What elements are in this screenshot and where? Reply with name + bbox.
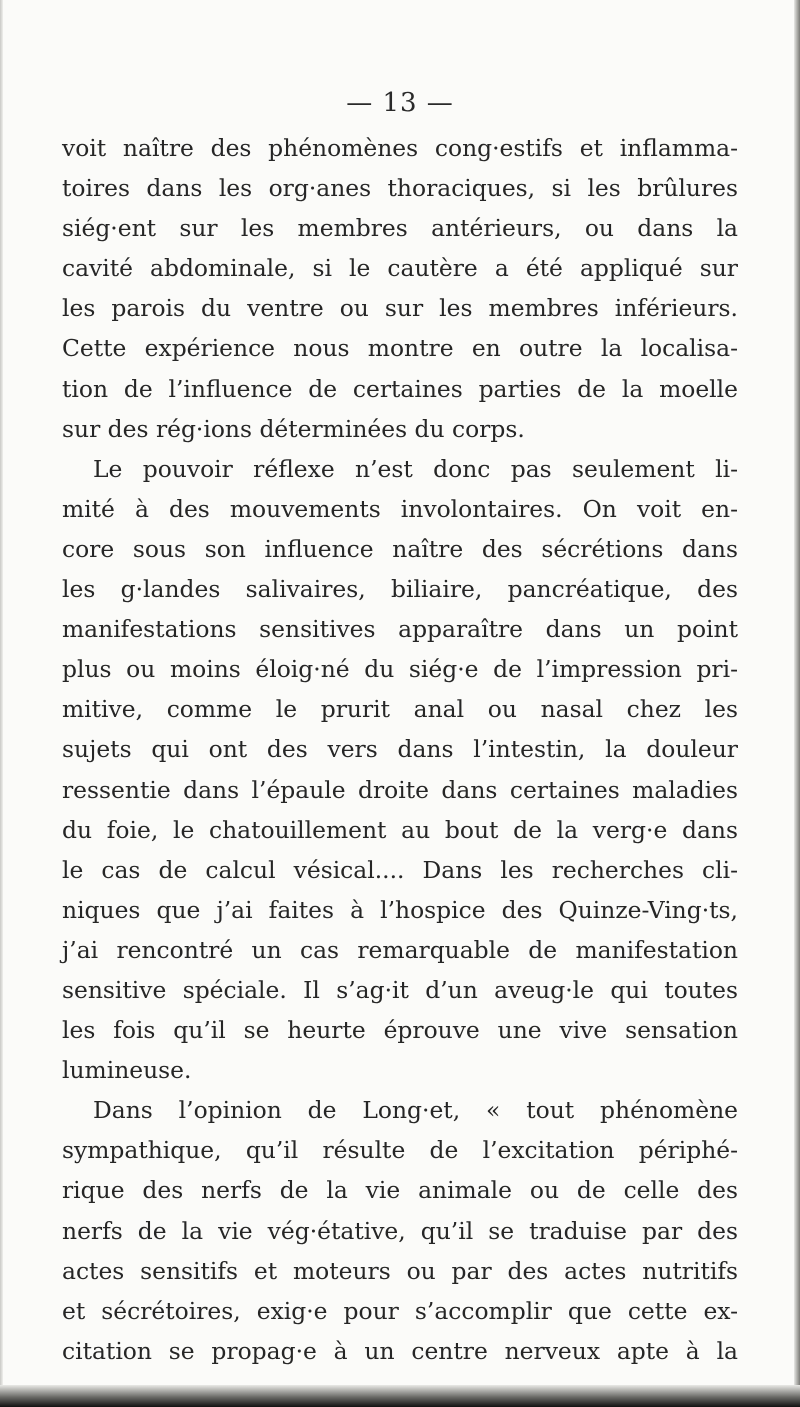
text-line: mité à des mouvements involontaires. On voit en- xyxy=(62,494,738,523)
page-right-edge xyxy=(794,0,800,1407)
text-line: voit naître des phénomènes cong·estifs et inflamma- xyxy=(62,134,738,162)
text-line: Le pouvoir réflexe n’est donc pas seulement li- xyxy=(93,454,738,483)
text-line: j’ai rencontré un cas remarquable de manifestation xyxy=(62,935,738,964)
text-line: sur des rég·ions déterminées du corps. xyxy=(62,414,525,443)
text-line: Dans l’opinion de Long·et, « tout phénomène xyxy=(93,1096,738,1125)
text-line: cavité abdominale, si le cautère a été appliqué sur xyxy=(62,254,738,283)
text-line: les parois du ventre ou sur les membres inférieurs. xyxy=(62,294,738,323)
text-line: et sécrétoires, exig·e pour s’accomplir que cette ex- xyxy=(62,1296,738,1325)
text-line: ressentie dans l’épaule droite dans certaines maladies xyxy=(62,775,738,804)
text-line: tion de l’influence de certaines parties de la moelle xyxy=(62,374,738,403)
text-line: sensitive spéciale. Il s’ag·it d’un aveug·le qui toutes xyxy=(62,975,738,1004)
text-line: manifestations sensitives apparaître dans un point xyxy=(62,615,738,644)
text-line: nerfs de la vie vég·étative, qu’il se traduise par des xyxy=(62,1216,738,1245)
text-line: actes sensitifs et moteurs ou par des actes nutritifs xyxy=(62,1256,738,1285)
text-line: les g·landes salivaires, biliaire, pancréatique, des xyxy=(62,575,738,604)
text-line: du foie, le chatouillement au bout de la verg·e dans xyxy=(62,815,738,844)
text-line: citation se propag·e à un centre nerveux apte à la xyxy=(62,1336,738,1365)
text-line: sujets qui ont des vers dans l’intestin, la douleur xyxy=(62,735,738,764)
text-line: lumineuse. xyxy=(62,1056,192,1085)
text-line: core sous son influence naître des sécrétions dans xyxy=(62,534,738,563)
text-line: mitive, comme le prurit anal ou nasal chez les xyxy=(62,695,738,724)
text-line: les fois qu’il se heurte éprouve une vive sensation xyxy=(62,1016,738,1045)
text-line: le cas de calcul vésical.... Dans les recherches cli- xyxy=(62,855,738,884)
body-text xyxy=(62,128,738,1371)
text-line: niques que j’ai faites à l’hospice des Quinze-Ving·ts, xyxy=(62,895,738,924)
text-line: siég·ent sur les membres antérieurs, ou dans la xyxy=(62,214,738,243)
text-line: rique des nerfs de la vie animale ou de celle des xyxy=(62,1176,738,1205)
text-line: toires dans les org·anes thoraciques, si les brûlures xyxy=(62,174,738,203)
text-line: plus ou moins éloig·né du siég·e de l’impression pri- xyxy=(62,655,738,684)
page-bottom-shadow xyxy=(0,1385,800,1407)
text-line: Cette expérience nous montre en outre la localisa- xyxy=(62,334,738,363)
page-number-header: — 13 — xyxy=(346,88,454,118)
text-line: sympathique, qu’il résulte de l’excitation périphé- xyxy=(62,1136,738,1165)
page-left-edge xyxy=(0,0,3,1407)
